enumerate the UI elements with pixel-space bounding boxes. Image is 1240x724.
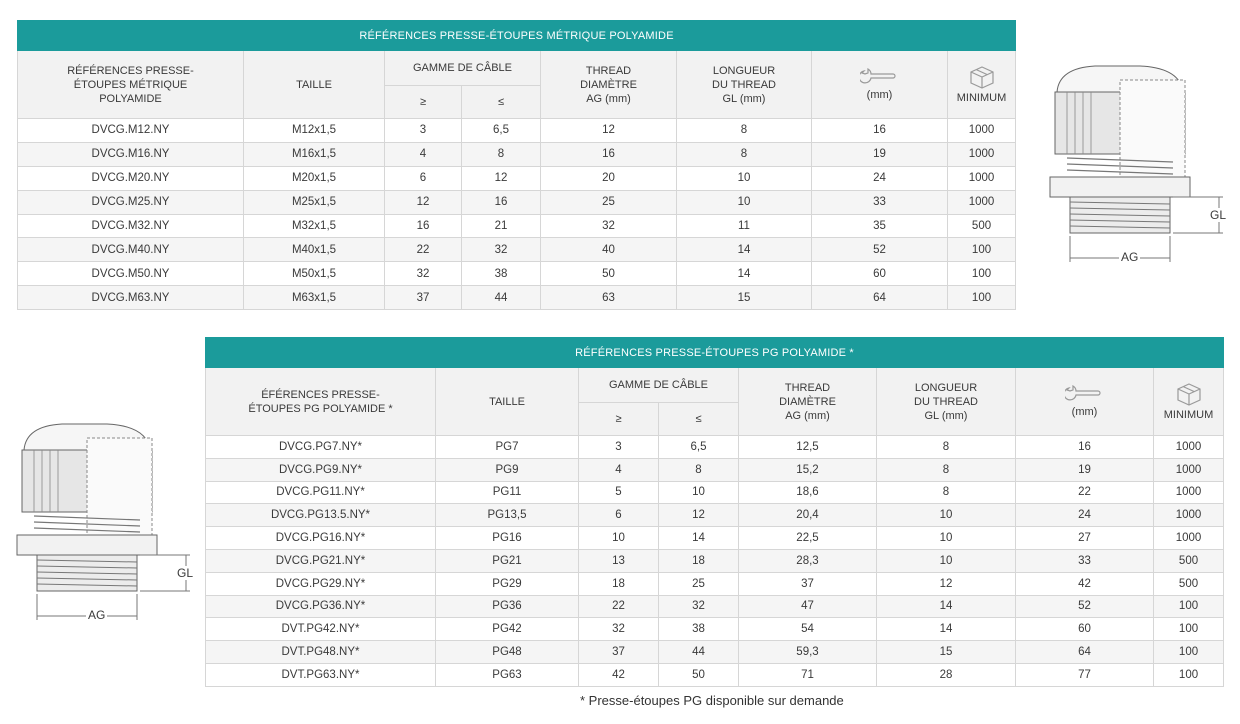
cell-thread: 12 [541, 119, 677, 143]
cell-wrench-size: 33 [1016, 549, 1154, 572]
cell-minimum: 1000 [1154, 527, 1224, 550]
cell-minimum: 100 [1154, 663, 1224, 686]
cell-taille: PG16 [436, 527, 579, 550]
cell-min-cable: 3 [385, 119, 462, 143]
cell-longueur: 14 [677, 262, 812, 286]
wrench-icon [812, 68, 947, 86]
cell-minimum: 1000 [948, 142, 1016, 166]
cell-minimum: 500 [1154, 549, 1224, 572]
cell-max-cable: 21 [462, 214, 541, 238]
cell-max-cable: 6,5 [462, 119, 541, 143]
cell-max-cable: 32 [659, 595, 739, 618]
cell-wrench-size: 16 [812, 119, 948, 143]
cell-taille: PG63 [436, 663, 579, 686]
cell-thread: 25 [541, 190, 677, 214]
cell-wrench-size: 27 [1016, 527, 1154, 550]
wrench-unit: (mm) [1071, 405, 1098, 418]
col-header-minimum [1154, 368, 1224, 436]
cell-longueur: 15 [877, 641, 1016, 664]
cell-min-cable: 10 [579, 527, 659, 550]
cell-thread: 71 [739, 663, 877, 686]
table-row [18, 238, 1016, 262]
col-header-longueur: LONGUEUR DU THREAD GL (mm) [677, 51, 812, 119]
cell-wrench-size: 24 [1016, 504, 1154, 527]
cell-max-cable: 25 [659, 572, 739, 595]
col-header-taille: TAILLE [244, 51, 385, 119]
cell-min-cable: 6 [579, 504, 659, 527]
cell-min-cable: 12 [385, 190, 462, 214]
cell-ref: DVCG.M16.NY [18, 142, 244, 166]
gl-label: GL [177, 566, 194, 580]
cell-thread: 63 [541, 286, 677, 310]
cell-thread: 16 [541, 142, 677, 166]
cell-taille: PG11 [436, 481, 579, 504]
cell-thread: 18,6 [739, 481, 877, 504]
cell-max-cable: 18 [659, 549, 739, 572]
cell-thread: 47 [739, 595, 877, 618]
cell-min-cable: 4 [385, 142, 462, 166]
package-box-icon [948, 65, 1015, 89]
cell-ref: DVCG.PG29.NY* [206, 572, 436, 595]
cell-longueur: 10 [677, 190, 812, 214]
cell-min-cable: 37 [579, 641, 659, 664]
cell-min-cable: 32 [579, 618, 659, 641]
col-header-gamme: GAMME DE CÂBLE [579, 368, 739, 403]
cell-ref: DVCG.PG36.NY* [206, 595, 436, 618]
cell-taille: PG21 [436, 549, 579, 572]
col-header-thread: THREAD DIAMÈTRE AG (mm) [739, 368, 877, 436]
cell-taille: M25x1,5 [244, 190, 385, 214]
pg-table [205, 337, 1224, 687]
cell-taille: M50x1,5 [244, 262, 385, 286]
cell-longueur: 15 [677, 286, 812, 310]
cell-wrench-size: 64 [1016, 641, 1154, 664]
cell-max-cable: 50 [659, 663, 739, 686]
cell-taille: PG48 [436, 641, 579, 664]
package-box-icon [1154, 382, 1223, 406]
cell-thread: 20,4 [739, 504, 877, 527]
cell-max-cable: 32 [462, 238, 541, 262]
table-row [18, 142, 1016, 166]
wrench-unit: (mm) [866, 88, 893, 101]
table-row [206, 504, 1224, 527]
cell-longueur: 10 [677, 166, 812, 190]
col-header-ref: ÉFÉRENCES PRESSE-ÉTOUPES PG POLYAMIDE * [206, 368, 436, 436]
cell-max-cable: 10 [659, 481, 739, 504]
cell-taille: PG36 [436, 595, 579, 618]
table-row [206, 618, 1224, 641]
cell-longueur: 8 [877, 436, 1016, 459]
cell-min-cable: 42 [579, 663, 659, 686]
col-header-wrench [1016, 368, 1154, 436]
wrench-icon [1016, 385, 1153, 403]
cell-wrench-size: 77 [1016, 663, 1154, 686]
cell-ref: DVCG.M50.NY [18, 262, 244, 286]
cell-longueur: 14 [877, 618, 1016, 641]
cell-minimum: 1000 [1154, 458, 1224, 481]
cell-taille: PG7 [436, 436, 579, 459]
table-row [18, 286, 1016, 310]
table-row [18, 214, 1016, 238]
col-header-minimum [948, 51, 1016, 119]
cell-max-cable: 38 [462, 262, 541, 286]
cell-thread: 22,5 [739, 527, 877, 550]
cell-ref: DVCG.PG7.NY* [206, 436, 436, 459]
cell-max-cable: 8 [462, 142, 541, 166]
pg-table-title: RÉFÉRENCES PRESSE-ÉTOUPES PG POLYAMIDE * [206, 338, 1224, 368]
table-row [206, 595, 1224, 618]
cell-ref: DVCG.M63.NY [18, 286, 244, 310]
minimum-label: MINIMUM [1163, 408, 1214, 421]
cell-minimum: 1000 [1154, 504, 1224, 527]
cell-min-cable: 3 [579, 436, 659, 459]
cell-max-cable: 44 [462, 286, 541, 310]
footnote: * Presse-étoupes PG disponible sur demande [580, 693, 844, 708]
cell-min-cable: 16 [385, 214, 462, 238]
table-row [206, 458, 1224, 481]
cell-thread: 54 [739, 618, 877, 641]
ag-label: AG [88, 608, 106, 622]
cell-ref: DVCG.PG13.5.NY* [206, 504, 436, 527]
cell-longueur: 8 [677, 119, 812, 143]
cell-minimum: 1000 [948, 166, 1016, 190]
ag-label: AG [1121, 250, 1139, 264]
col-header-max-cable: ≤ [462, 86, 541, 119]
cell-minimum: 100 [1154, 618, 1224, 641]
table-row [206, 663, 1224, 686]
cell-taille: M12x1,5 [244, 119, 385, 143]
cell-max-cable: 38 [659, 618, 739, 641]
cell-ref: DVCG.M12.NY [18, 119, 244, 143]
cell-longueur: 10 [877, 549, 1016, 572]
cell-max-cable: 12 [659, 504, 739, 527]
col-header-gamme: GAMME DE CÂBLE [385, 51, 541, 86]
cell-min-cable: 37 [385, 286, 462, 310]
cell-wrench-size: 19 [1016, 458, 1154, 481]
minimum-label: MINIMUM [956, 91, 1007, 104]
cell-ref: DVCG.M20.NY [18, 166, 244, 190]
cell-thread: 20 [541, 166, 677, 190]
col-header-thread: THREAD DIAMÈTRE AG (mm) [541, 51, 677, 119]
cell-min-cable: 18 [579, 572, 659, 595]
cell-taille: PG42 [436, 618, 579, 641]
cable-gland-drawing [1045, 60, 1235, 275]
col-header-taille: TAILLE [436, 368, 579, 436]
table-row [206, 436, 1224, 459]
cell-minimum: 1000 [948, 119, 1016, 143]
cell-longueur: 14 [877, 595, 1016, 618]
cell-thread: 32 [541, 214, 677, 238]
col-header-ref: RÉFÉRENCES PRESSE-ÉTOUPES MÉTRIQUE POLYAMIDE [18, 51, 244, 119]
cell-minimum: 1000 [948, 190, 1016, 214]
col-header-max-cable: ≤ [659, 403, 739, 436]
cell-ref: DVCG.PG21.NY* [206, 549, 436, 572]
cell-min-cable: 22 [579, 595, 659, 618]
table-row [18, 119, 1016, 143]
cell-minimum: 1000 [1154, 481, 1224, 504]
cell-longueur: 8 [677, 142, 812, 166]
table-row [18, 166, 1016, 190]
cell-wrench-size: 52 [812, 238, 948, 262]
cell-minimum: 1000 [1154, 436, 1224, 459]
cell-min-cable: 4 [579, 458, 659, 481]
cell-min-cable: 5 [579, 481, 659, 504]
cell-taille: M40x1,5 [244, 238, 385, 262]
cell-taille: M63x1,5 [244, 286, 385, 310]
col-header-min-cable: ≥ [385, 86, 462, 119]
cell-min-cable: 22 [385, 238, 462, 262]
cell-wrench-size: 52 [1016, 595, 1154, 618]
cell-taille: PG13,5 [436, 504, 579, 527]
cell-ref: DVT.PG48.NY* [206, 641, 436, 664]
table-row [206, 549, 1224, 572]
table-row [18, 262, 1016, 286]
cell-wrench-size: 42 [1016, 572, 1154, 595]
table-row [206, 481, 1224, 504]
cell-taille: M32x1,5 [244, 214, 385, 238]
cell-taille: PG29 [436, 572, 579, 595]
cell-min-cable: 13 [579, 549, 659, 572]
cell-ref: DVCG.PG9.NY* [206, 458, 436, 481]
table-row [206, 572, 1224, 595]
cell-minimum: 100 [948, 262, 1016, 286]
cell-thread: 15,2 [739, 458, 877, 481]
cell-ref: DVT.PG63.NY* [206, 663, 436, 686]
cell-minimum: 100 [948, 286, 1016, 310]
cell-wrench-size: 24 [812, 166, 948, 190]
cell-wrench-size: 64 [812, 286, 948, 310]
table-row [206, 641, 1224, 664]
cell-wrench-size: 33 [812, 190, 948, 214]
cell-taille: M16x1,5 [244, 142, 385, 166]
cell-min-cable: 32 [385, 262, 462, 286]
cell-taille: M20x1,5 [244, 166, 385, 190]
cell-minimum: 100 [948, 238, 1016, 262]
cell-wrench-size: 35 [812, 214, 948, 238]
cell-thread: 40 [541, 238, 677, 262]
table-row [206, 527, 1224, 550]
cell-max-cable: 44 [659, 641, 739, 664]
metric-table-title: RÉFÉRENCES PRESSE-ÉTOUPES MÉTRIQUE POLYAMIDE [18, 21, 1016, 51]
cell-wrench-size: 16 [1016, 436, 1154, 459]
cell-ref: DVCG.PG16.NY* [206, 527, 436, 550]
cell-longueur: 10 [877, 527, 1016, 550]
cell-ref: DVCG.PG11.NY* [206, 481, 436, 504]
cell-ref: DVCG.M25.NY [18, 190, 244, 214]
cell-thread: 28,3 [739, 549, 877, 572]
cell-wrench-size: 60 [1016, 618, 1154, 641]
gl-label: GL [1210, 208, 1227, 222]
cell-thread: 37 [739, 572, 877, 595]
cell-longueur: 14 [677, 238, 812, 262]
cell-longueur: 12 [877, 572, 1016, 595]
cell-thread: 59,3 [739, 641, 877, 664]
cell-minimum: 100 [1154, 641, 1224, 664]
cell-min-cable: 6 [385, 166, 462, 190]
cell-longueur: 28 [877, 663, 1016, 686]
cell-minimum: 500 [1154, 572, 1224, 595]
col-header-longueur: LONGUEUR DU THREAD GL (mm) [877, 368, 1016, 436]
cell-ref: DVT.PG42.NY* [206, 618, 436, 641]
cell-ref: DVCG.M32.NY [18, 214, 244, 238]
cell-ref: DVCG.M40.NY [18, 238, 244, 262]
cell-max-cable: 8 [659, 458, 739, 481]
cell-wrench-size: 60 [812, 262, 948, 286]
cell-thread: 50 [541, 262, 677, 286]
cell-thread: 12,5 [739, 436, 877, 459]
table-row [18, 190, 1016, 214]
cell-wrench-size: 22 [1016, 481, 1154, 504]
cell-max-cable: 12 [462, 166, 541, 190]
cable-gland-drawing [12, 418, 202, 633]
cell-minimum: 100 [1154, 595, 1224, 618]
col-header-min-cable: ≥ [579, 403, 659, 436]
cell-wrench-size: 19 [812, 142, 948, 166]
col-header-wrench [812, 51, 948, 119]
cell-longueur: 11 [677, 214, 812, 238]
cell-max-cable: 16 [462, 190, 541, 214]
cell-taille: PG9 [436, 458, 579, 481]
metric-table [17, 20, 1016, 310]
cell-longueur: 8 [877, 458, 1016, 481]
cell-max-cable: 14 [659, 527, 739, 550]
cell-longueur: 8 [877, 481, 1016, 504]
cell-minimum: 500 [948, 214, 1016, 238]
cell-max-cable: 6,5 [659, 436, 739, 459]
cell-longueur: 10 [877, 504, 1016, 527]
